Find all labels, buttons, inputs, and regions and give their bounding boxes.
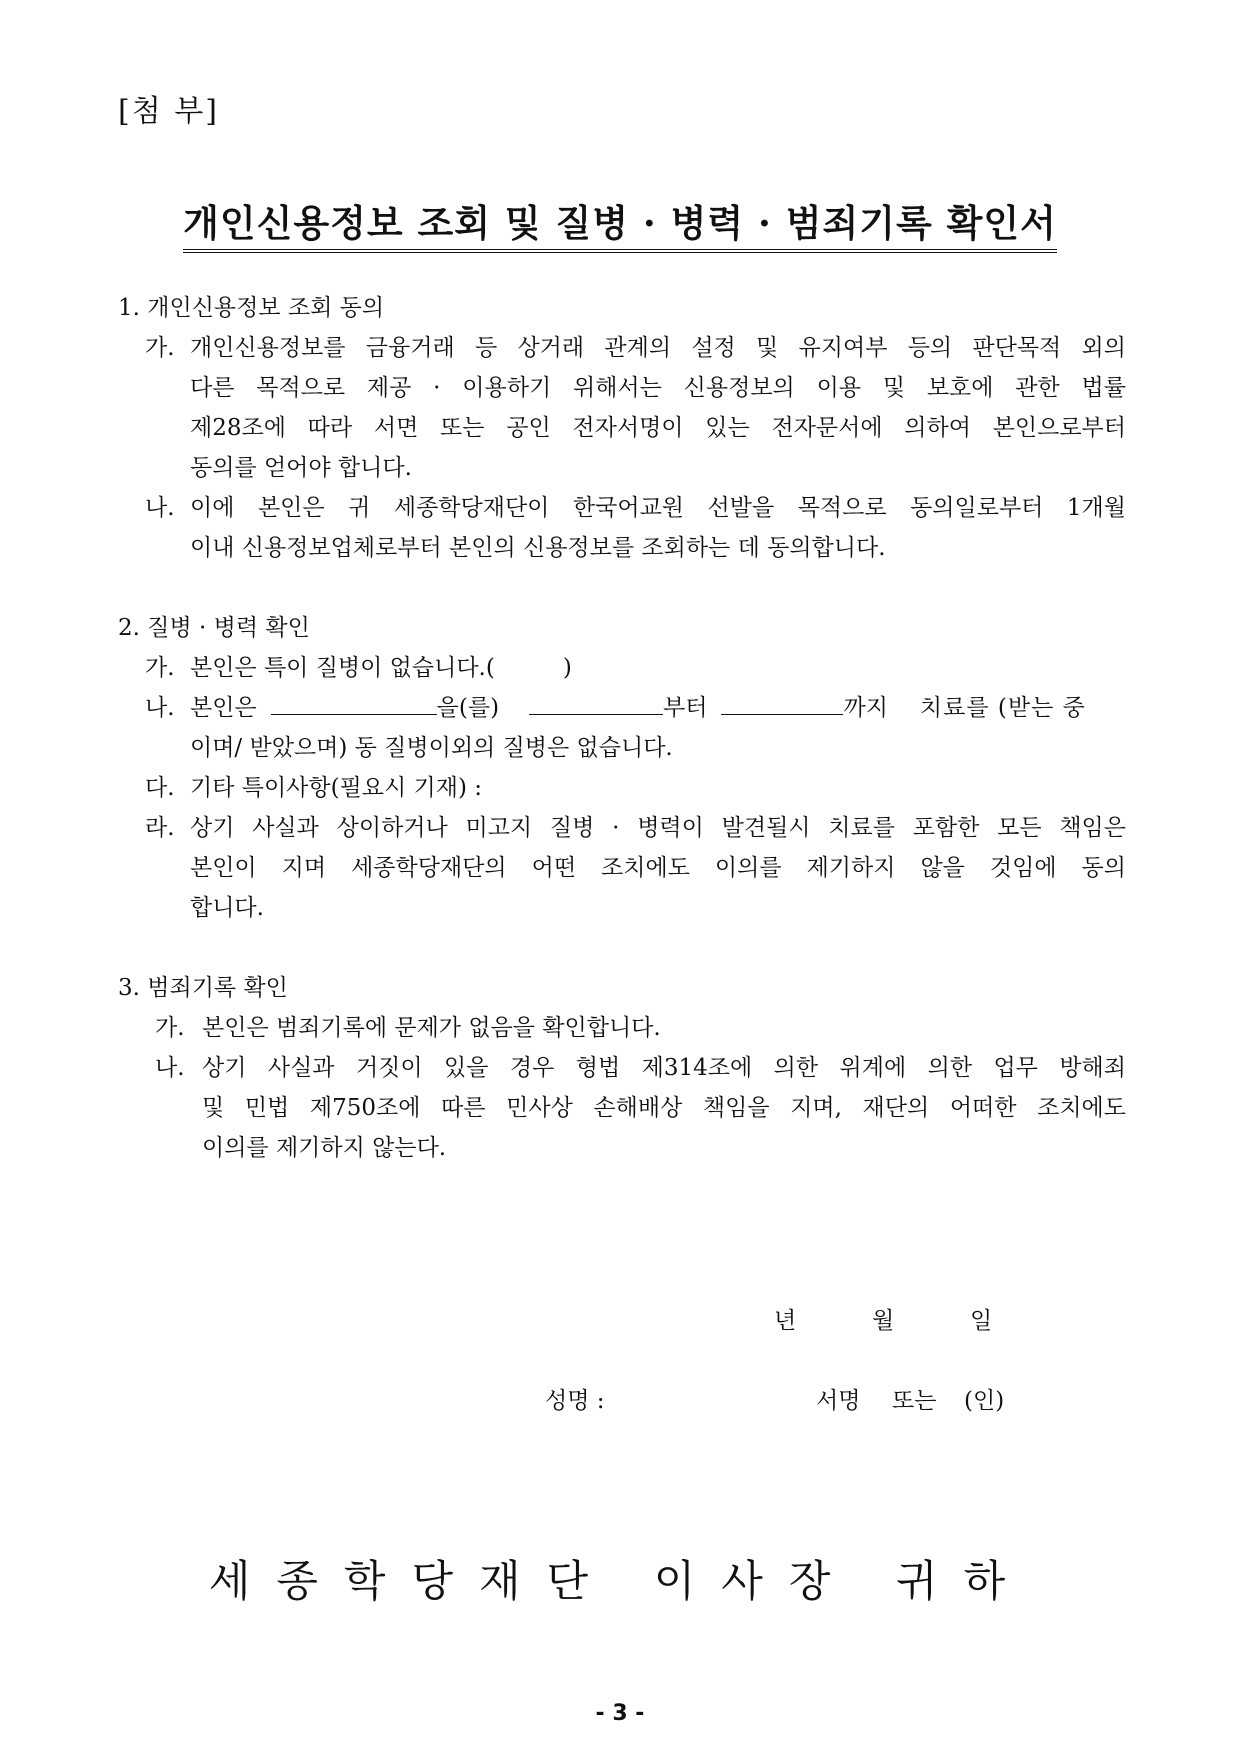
section-3-heading: 3. 범죄기록 확인 (118, 975, 288, 1001)
section-2-b-part4: 치료를 (받는 중 (919, 695, 1086, 721)
section-2-d-line-2: 본인이 지며 세종학당재단의 어떤 조치에도 이의를 제기하지 않을 것임에 동의 (190, 855, 1126, 881)
section-2-d-marker: 라. (145, 815, 175, 841)
recipient-line: 세종학당재단 이사장 귀하 (208, 1557, 1032, 1607)
section-2-d-line-3: 합니다. (190, 895, 264, 921)
section-1-a-line-3: 제28조에 따라 서면 또는 공인 전자서명이 있는 전자문서에 의하여 본인으로부터 (190, 415, 1126, 441)
section-2-b-part2: 부터 (663, 695, 708, 721)
name-field[interactable] (620, 1380, 800, 1414)
seal-label: (인) (964, 1388, 1005, 1414)
section-1-b-marker: 나. (145, 495, 175, 521)
section-2-b-prefix: 본인은 (190, 695, 257, 721)
sign-label: 서명 (816, 1388, 861, 1414)
section-3-a-text: 본인은 범죄기록에 문제가 없음을 확인합니다. (202, 1015, 661, 1041)
treatment-start-blank[interactable] (529, 694, 663, 715)
section-2-a-marker: 가. (145, 655, 175, 681)
section-2-a-label: 본인은 특이 질병이 없습니다.( (190, 655, 495, 681)
section-3-b-marker: 나. (155, 1055, 185, 1081)
page-number: - 3 - (595, 1701, 645, 1726)
section-3-b-line-1: 상기 사실과 거짓이 있을 경우 형법 제314조에 의한 위계에 의한 업무 방해죄 (202, 1055, 1126, 1081)
document-title-text: 개인신용정보 조회 및 질병 · 병력 · 범죄기록 확인서 (183, 193, 1057, 253)
or-label: 또는 (892, 1388, 937, 1414)
section-2-c-text: 기타 특이사항(필요시 기재) : (190, 775, 483, 801)
section-2-b-marker: 나. (145, 695, 175, 721)
section-2-heading: 2. 질병 · 병력 확인 (118, 615, 310, 641)
section-2-b-line-1 (190, 693, 1126, 723)
section-1-a-marker: 가. (145, 335, 175, 361)
section-2-b-line-2: 이며/ 받았으며) 동 질병이외의 질병은 없습니다. (190, 735, 673, 761)
date-month-label: 월 (872, 1308, 895, 1334)
section-2-a-text (190, 653, 572, 683)
section-1-a-line-1: 개인신용정보를 금융거래 등 상거래 관계의 설정 및 유지여부 등의 판단목적 외의 (190, 335, 1126, 361)
treatment-end-blank[interactable] (721, 694, 843, 715)
section-3-b-line-2: 및 민법 제750조에 따른 민사상 손해배상 책임을 지며, 재단의 어떠한 조치에도 (202, 1095, 1126, 1121)
name-label: 성명 : (545, 1388, 605, 1414)
section-2-b-part3: 까지 (843, 695, 888, 721)
date-year-label: 년 (774, 1308, 797, 1334)
section-1-b-line-2: 이내 신용정보업체로부터 본인의 신용정보를 조회하는 데 동의합니다. (190, 535, 886, 561)
section-2-b-part1: 을(를) (436, 695, 500, 721)
section-1-a-line-4: 동의를 얻어야 합니다. (190, 455, 412, 481)
attachment-label: [첨 부] (118, 94, 219, 129)
date-day-label: 일 (970, 1308, 993, 1334)
document-title (0, 193, 1240, 253)
section-2-d-line-1: 상기 사실과 상이하거나 미고지 질병 · 병력이 발견될시 치료를 포함한 모든 책임은 (190, 815, 1126, 841)
section-1-a-line-2: 다른 목적으로 제공 · 이용하기 위해서는 신용정보의 이용 및 보호에 관한 법률 (190, 375, 1126, 401)
section-3-a-marker: 가. (155, 1015, 185, 1041)
section-3-b-line-3: 이의를 제기하지 않는다. (202, 1135, 447, 1161)
section-2-c-marker: 다. (145, 775, 175, 801)
disease-name-blank[interactable] (271, 694, 437, 715)
section-2-a-close: ) (562, 655, 572, 681)
section-1-heading: 1. 개인신용정보 조회 동의 (118, 295, 385, 321)
section-1-b-line-1: 이에 본인은 귀 세종학당재단이 한국어교원 선발을 목적으로 동의일로부터 1개월 (190, 495, 1126, 521)
